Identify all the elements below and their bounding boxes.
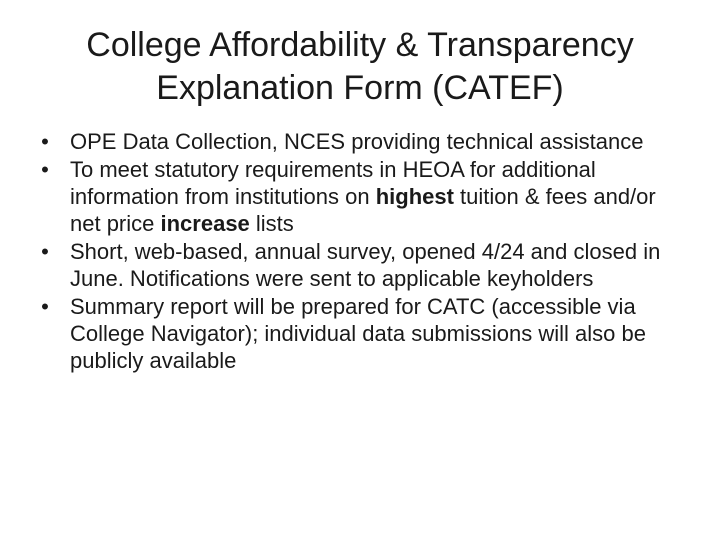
bullet-icon: • (41, 157, 49, 182)
bullet-emphasis-increase: increase (160, 211, 250, 236)
bullet-item-summary-report (34, 293, 684, 374)
slide-title-line-1: College Affordability & Transparency (86, 26, 634, 64)
bullet-emphasis-highest: highest (375, 184, 454, 209)
bullet-icon: • (41, 239, 49, 264)
bullet-text-part-3: lists (249, 211, 294, 236)
bullet-item-statutory-requirements (34, 156, 684, 237)
bullet-icon: • (41, 129, 49, 154)
bullet-icon: • (41, 294, 49, 319)
bullet-item-ope-data-collection (34, 128, 684, 155)
slide-title (36, 24, 684, 110)
bullet-text: Summary report will be prepared for CATC (accessible via College Navigator); individual data submissions will also be publicly available (70, 294, 646, 373)
bullet-text: OPE Data Collection, NCES providing technical assistance (70, 129, 644, 154)
bullet-text-part-1: To meet statutory requirements in HEOA for additional information from institutions on (70, 157, 596, 209)
bullet-text: Short, web-based, annual survey, opened 4/24 and closed in June. Notifications were sent to applicable keyholders (70, 239, 661, 291)
bullet-item-web-based-survey (34, 238, 684, 292)
bullet-list (34, 128, 684, 375)
bullet-text-part-2: tuition & fees and/or net price (70, 184, 656, 236)
slide-title-line-2: Explanation Form (CATEF) (156, 69, 564, 107)
